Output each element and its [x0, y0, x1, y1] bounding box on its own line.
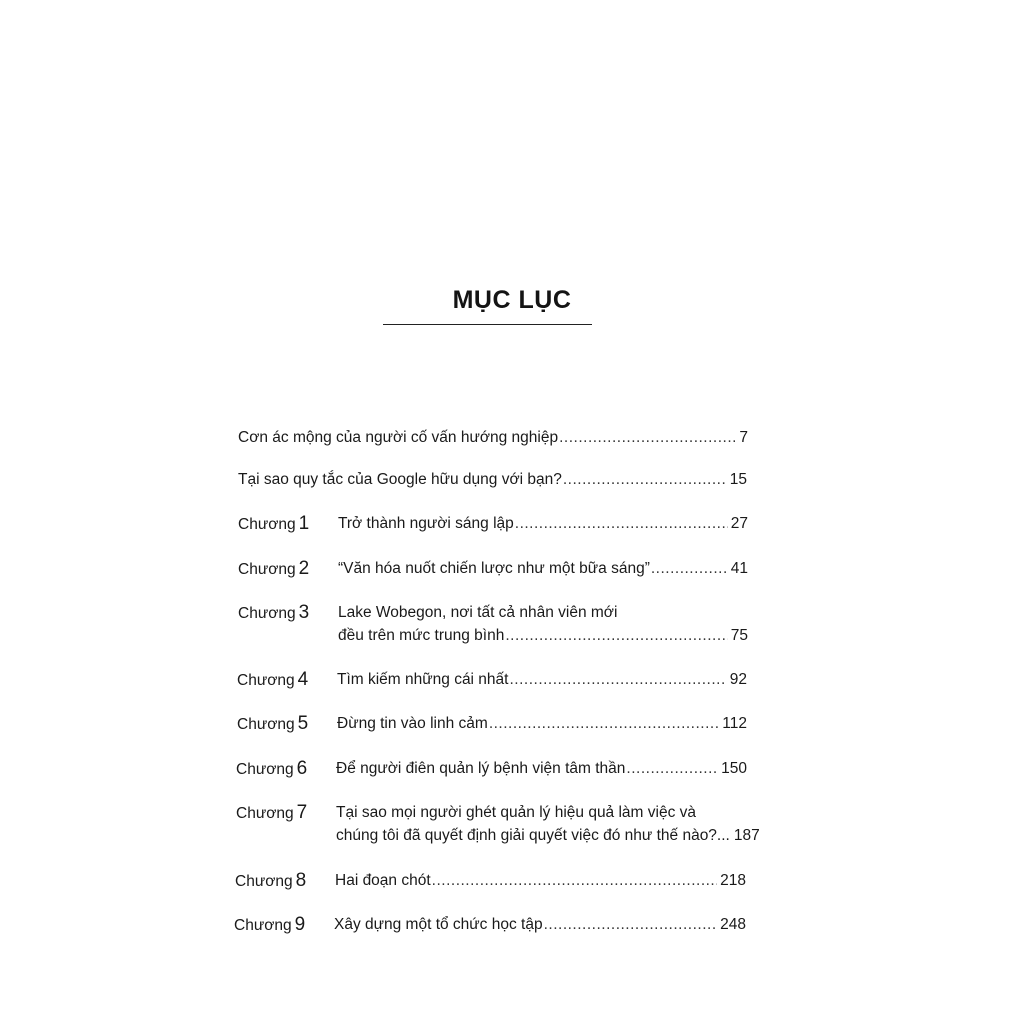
- chapter-word: Chương: [238, 561, 296, 578]
- chapter-number: 6: [296, 758, 308, 779]
- dot-leader: [432, 871, 717, 891]
- toc-entry-title: Tìm kiếm những cái nhất: [337, 671, 509, 688]
- toc-entry-title: đều trên mức trung bình: [338, 627, 505, 644]
- dot-leader: [505, 626, 727, 646]
- title-underline: [383, 324, 592, 325]
- chapter-label-6: [236, 759, 307, 780]
- toc-entry-chapter-7-line-1[interactable]: Tại sao mọi người ghét quản lý hiệu quả làm việc và: [336, 804, 697, 821]
- chapter-label-2: [238, 559, 309, 580]
- chapter-label-4: [237, 670, 308, 691]
- page-title: MỤC LỤC: [452, 286, 572, 314]
- toc-entry-title: Tại sao quy tắc của Google hữu dụng với bạn?: [238, 471, 562, 488]
- dot-leader: [563, 470, 727, 490]
- toc-page-number: 15: [729, 471, 747, 488]
- toc-entry-title: Hai đoạn chót: [335, 872, 431, 889]
- toc-entry-title: Trở thành người sáng lập: [338, 515, 514, 532]
- toc-entry-chapter-9[interactable]: [334, 915, 746, 935]
- dot-leader: [544, 915, 718, 935]
- toc-page-number: 187: [733, 827, 760, 844]
- dot-leader: [626, 759, 718, 779]
- chapter-number: 1: [298, 513, 310, 534]
- dot-leader: [509, 670, 726, 690]
- toc-entry-title: Đừng tin vào linh cảm: [337, 715, 488, 732]
- dot-leader: [489, 714, 719, 734]
- chapter-label-9: [234, 915, 305, 936]
- toc-entry-chapter-5[interactable]: [337, 714, 747, 734]
- toc-entry-title: Cơn ác mộng của người cố vấn hướng nghiệp: [238, 429, 559, 446]
- chapter-label-7: [236, 803, 307, 824]
- chapter-number: 9: [294, 914, 306, 935]
- toc-entry-intro-1[interactable]: [238, 428, 748, 448]
- chapter-word: Chương: [237, 716, 295, 733]
- chapter-word: Chương: [238, 605, 296, 622]
- toc-entry-intro-2[interactable]: [238, 470, 747, 490]
- toc-entry-title: Để người điên quản lý bệnh viện tâm thần: [336, 760, 626, 777]
- toc-page-number: 112: [722, 715, 747, 732]
- chapter-number: 5: [297, 713, 309, 734]
- chapter-number: 2: [298, 558, 310, 579]
- toc-entry-chapter-3-line-1[interactable]: Lake Wobegon, nơi tất cả nhân viên mới: [338, 604, 618, 621]
- chapter-word: Chương: [234, 917, 292, 934]
- toc-page-number: 218: [720, 872, 746, 889]
- chapter-word: Chương: [238, 516, 296, 533]
- chapter-label-3: [238, 603, 309, 624]
- chapter-label-1: [238, 514, 309, 535]
- toc-page-number: 75: [730, 627, 748, 644]
- chapter-label-8: [235, 871, 306, 892]
- toc-entry-title: Xây dựng một tổ chức học tập: [334, 916, 543, 933]
- chapter-number: 3: [298, 602, 310, 623]
- chapter-word: Chương: [236, 805, 294, 822]
- toc-entry-chapter-1[interactable]: [338, 514, 748, 534]
- toc-page-number: 27: [730, 515, 748, 532]
- toc-entry-chapter-4[interactable]: [337, 670, 747, 690]
- chapter-number: 8: [295, 870, 307, 891]
- toc-page-number: 7: [739, 429, 748, 446]
- toc-entry-chapter-2[interactable]: [338, 559, 748, 579]
- toc-entry-title: chúng tôi đã quyết định giải quyết việc đó như thế nào?...: [336, 827, 730, 844]
- toc-page-number: 150: [721, 760, 747, 777]
- chapter-word: Chương: [235, 873, 293, 890]
- toc-entry-title: “Văn hóa nuốt chiến lược như một bữa sáng”: [338, 560, 650, 577]
- chapter-label-5: [237, 714, 308, 735]
- toc-entry-chapter-6[interactable]: [336, 759, 747, 779]
- dot-leader: [651, 559, 728, 579]
- toc-entry-chapter-8[interactable]: [335, 871, 746, 891]
- toc-entry-chapter-3[interactable]: [338, 626, 748, 646]
- toc-page-number: 248: [720, 916, 746, 933]
- chapter-word: Chương: [237, 672, 295, 689]
- dot-leader: [559, 428, 736, 448]
- chapter-word: Chương: [236, 761, 294, 778]
- toc-page-number: 41: [730, 560, 748, 577]
- chapter-number: 4: [297, 669, 309, 690]
- dot-leader: [515, 514, 728, 534]
- toc-page-number: 92: [729, 671, 747, 688]
- chapter-number: 7: [296, 802, 308, 823]
- toc-entry-chapter-7[interactable]: [336, 826, 760, 846]
